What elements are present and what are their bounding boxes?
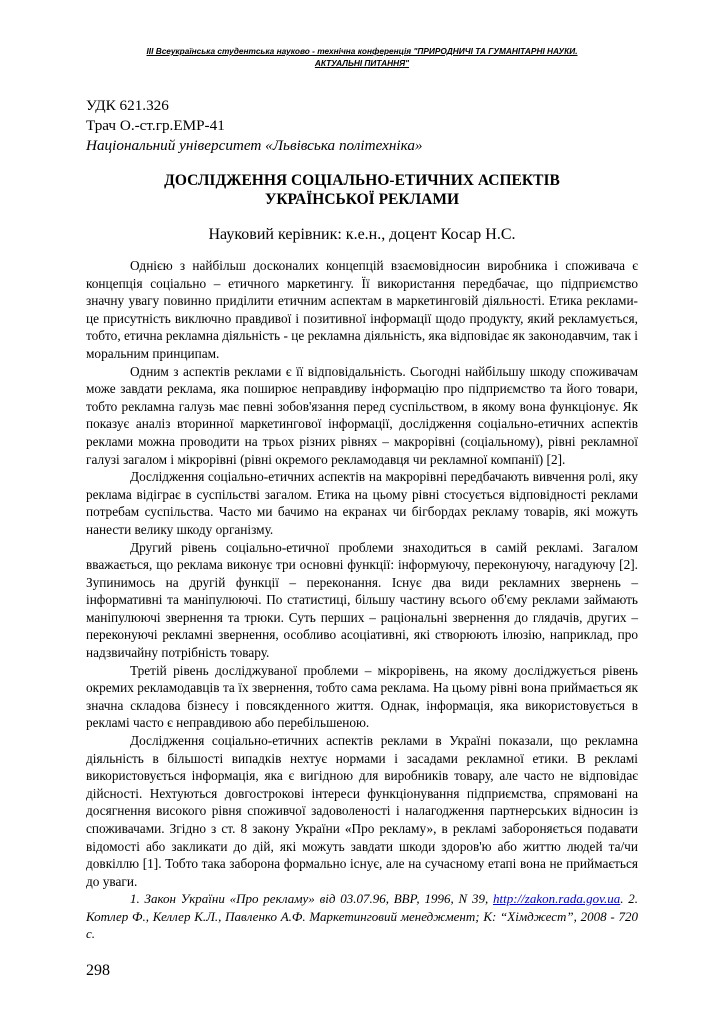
reference-link[interactable]: http://zakon.rada.gov.ua xyxy=(493,891,621,906)
reference-text-1: 1. Закон України «Про рекламу» від 03.07.96, ВВР, 1996, N 39, xyxy=(130,891,489,906)
udc-code: УДК 621.326 xyxy=(86,97,169,114)
conference-header xyxy=(86,46,638,69)
reference-text-2: . 2. Котлер Ф., Келлер К.Л., Павленко А.Ф. Маркетинговий менеджмент; К: “Хімджест”, 2008 - 720 с. xyxy=(86,891,639,941)
paragraph: Третій рівень досліджуваної проблеми – мікрорівень, на якому досліджується рівень окремих рекламодавців та їх звернення, тобто сама реклама. На цьому рівні вона приймається як значна складова бізнесу і повсякденного життя. Однак, інформація, яка використовується в рекламі часто є неправдивою або перебільшеною. xyxy=(86,662,638,731)
paragraph: Одним з аспектів реклами є її відповідальність. Сьогодні найбільшу шкоду споживачам може завдати реклама, яка поширює неправдиву інформацію про підприємство та його товари, тобто рекламна галузь має певні зобов'язання перед суспільством, в якому вона функціонує. Як показує аналіз вторинної маркетингової інформації, дослідження соціально-етичних аспектів реклами можна проводити на трьох різних рівнях – макрорівні (соціальному), рівні рекламної галузі загалом і мікрорівні (рівні окремого рекламодавця чи рекламної компанії) [2]. xyxy=(86,363,638,467)
supervisor-line: Науковий керівник: к.е.н., доцент Косар Н.С. xyxy=(208,226,516,243)
references xyxy=(86,890,638,943)
conference-header-line2: АКТУАЛЬНІ ПИТАННЯ" xyxy=(314,57,410,68)
paragraph: Другий рівень соціально-етичної проблеми знаходиться в самій рекламі. Загалом вважається, що реклама виконує три основні функції: інформуючу, переконуючу, нагадуючу [2]. Зупинимось на другій функції – переконання. Існує два види рекламних звернень – інформативні та маніпулюючі. По статистиці, більшу частину всього об'єму реклами займають маніпулюючі звернення та трюки. Суть перших – раціональні звернення до глядачів, других – переконуючі рекламні звернення, особливо асоціативні, які створюють ілюзію, наприклад, про надзвичайну потрібність товару. xyxy=(86,539,638,661)
article-title-line2: УКРАЇНСЬКОЇ РЕКЛАМИ xyxy=(264,191,460,208)
page-number: 298 xyxy=(86,962,110,979)
paragraph: Дослідження соціально-етичних аспектів на макрорівні передбачають вивчення ролі, яку реклама відіграє в суспільстві загалом. Етика на цьому рівні стосується відповідності реклами потребам суспільства. Часто ми бачимо на екранах чи бігбордах рекламу товарів, які можуть нанести велику шкоду організму. xyxy=(86,469,638,537)
article-meta xyxy=(86,96,423,156)
paragraph: Дослідження соціально-етичних аспектів реклами в Україні показали, що рекламна діяльність в більшості випадків нехтує нормами і засадами рекламної етики. В рекламі використовується інформація, яка є вигідною для виробників товару, але часто не відповідає дійсності. Нехтуються довгострокові інтереси функціонування підприємства, спрямовані на досягнення високого рівня споживчої задоволеності і налагодження партнерських відносин із споживачами. Згідно з ст. 8 закону України «Про рекламу», в рекламі забороняється подавати відомості або закликати до дій, які можуть завдати шкоди здоров'ю або життю людей та/чи довкіллю [1]. Тобто така заборона формально існує, але на сучасному етапі вона не приймається до уваги. xyxy=(86,733,638,889)
author-line: Трач О.-ст.гр.ЕМР-41 xyxy=(86,117,225,134)
conference-header-line1: ІІІ Всеукраїнська студентська науково - технічна конференція "ПРИРОДНИЧІ ТА ГУМАНІТАРНІ НАУКИ. xyxy=(146,46,578,56)
article-title xyxy=(86,171,638,209)
article-title-line1: ДОСЛІДЖЕННЯ СОЦІАЛЬНО-ЕТИЧНИХ АСПЕКТІВ xyxy=(164,172,560,189)
article-body xyxy=(86,257,638,890)
affiliation: Національний університет «Львівська політехніка» xyxy=(86,137,423,154)
paragraph: Однією з найбільш досконалих концепцій взаємовідносин виробника і споживача є концепція соціально – етичного маркетингу. Її використання передбачає, що підприємство значну увагу повинно приділити етичним аспектам в маркетинговій діяльності. Етика реклами- це присутність виключно правдивої і позитивної інформації щодо продукту, який рекламується, тобто, етична рекламна діяльність - це рекламна діяльність, яка відповідає як законодавчим, так і моральним принципам. xyxy=(86,258,638,361)
